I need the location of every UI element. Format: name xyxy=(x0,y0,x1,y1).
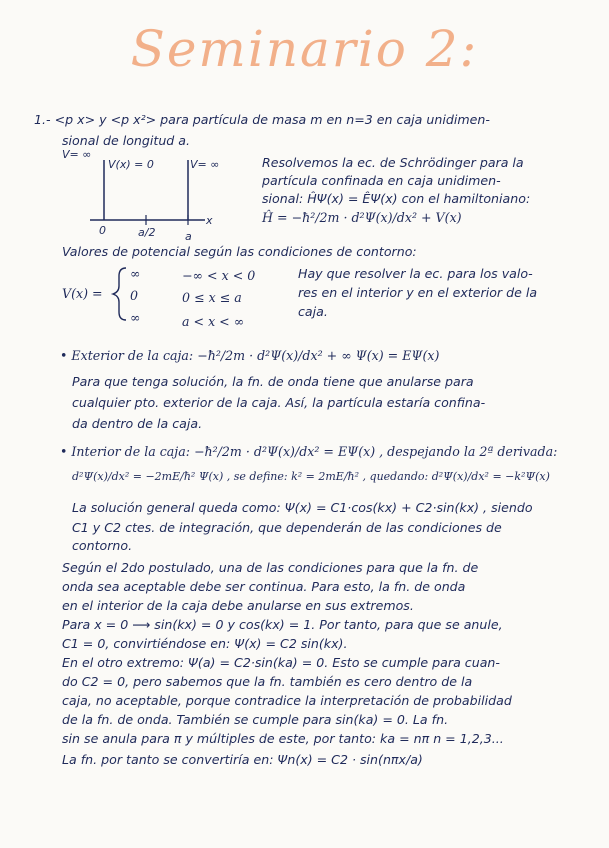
case-3-range: a < x < ∞ xyxy=(182,314,245,329)
cases-brace xyxy=(113,268,126,320)
vx-label: V(x) = xyxy=(62,286,103,301)
exterior-line-3: cualquier pto. exterior de la caja. Así, la partícula estaría confina- xyxy=(72,395,486,410)
postulate-line-3: en el interior de la caja debe anularse en sus extremos. xyxy=(62,598,414,613)
x-a-label: a xyxy=(185,230,192,243)
x-zero-label: 0 xyxy=(99,224,106,237)
resolve-line-3: sional: ĤΨ(x) = ÊΨ(x) con el hamiltoniano: xyxy=(262,191,531,206)
interior-equation: • Interior de la caja: −ħ²/2m · d²Ψ(x)/dx² = EΨ(x) , despejando la 2ª derivada: xyxy=(60,444,558,459)
hamiltonian: Ĥ = −ħ²/2m · d²Ψ(x)/dx² + V(x) xyxy=(262,210,462,225)
problem-line-2: sional de longitud a. xyxy=(62,133,191,148)
case-1-value: ∞ xyxy=(130,266,141,281)
case-2-value: 0 xyxy=(130,288,139,303)
exterior-line-2: Para que tenga solución, la fn. de onda tiene que anularse para xyxy=(72,374,474,389)
problem-line-1: 1.- <p x> y <p x²> para partícula de masa m en n=3 en caja unidimen- xyxy=(34,112,490,127)
v-right-label: V= ∞ xyxy=(190,158,220,171)
postulate-line-9: de la fn. de onda. También se cumple para sin(ka) = 0. La fn. xyxy=(62,712,449,727)
postulate-line-8: caja, no aceptable, porque contradice la interpretación de probabilidad xyxy=(62,693,512,708)
x-half-label: a/2 xyxy=(138,226,156,239)
v-inside-label: V(x) = 0 xyxy=(108,158,154,171)
interior-line-3: La solución general queda como: Ψ(x) = C1·cos(kx) + C2·sin(kx) , siendo xyxy=(72,500,533,515)
case-2-range: 0 ≤ x ≤ a xyxy=(182,290,242,305)
resolve-line-2: partícula confinada en caja unidimen- xyxy=(262,173,501,188)
contour-intro: Valores de potencial según las condiciones de contorno: xyxy=(62,244,417,259)
x-axis-label: x xyxy=(206,214,213,227)
contour-note-1: Hay que resolver la ec. para los valo- xyxy=(298,266,533,281)
postulate-line-7: do C2 = 0, pero sabemos que la fn. también es cero dentro de la xyxy=(62,674,473,689)
postulate-line-6: En el otro extremo: Ψ(a) = C2·sin(ka) = 0. Esto se cumple para cuan- xyxy=(62,655,500,670)
exterior-equation: • Exterior de la caja: −ħ²/2m · d²Ψ(x)/dx² + ∞ Ψ(x) = EΨ(x) xyxy=(60,348,440,363)
postulate-line-5: C1 = 0, convirtiéndose en: Ψ(x) = C2 sin(kx). xyxy=(62,636,348,651)
contour-note-2: res en el interior y en el exterior de la xyxy=(298,285,538,300)
resolve-line-1: Resolvemos la ec. de Schrödinger para la xyxy=(262,155,524,170)
interior-second-derivative: d²Ψ(x)/dx² = −2mE/ħ² Ψ(x) , se define: k² = 2mE/ħ² , quedando: d²Ψ(x)/dx² = −k²Ψ(x) xyxy=(72,470,550,483)
interior-line-5: contorno. xyxy=(72,538,133,553)
postulate-line-4: Para x = 0 ⟶ sin(kx) = 0 y cos(kx) = 1. Por tanto, para que se anule, xyxy=(62,617,503,632)
interior-line-4: C1 y C2 ctes. de integración, que dependerán de las condiciones de xyxy=(72,520,502,535)
exterior-line-4: da dentro de la caja. xyxy=(72,416,203,431)
postulate-line-2: onda sea aceptable debe ser continua. Para esto, la fn. de onda xyxy=(62,579,466,594)
case-1-range: −∞ < x < 0 xyxy=(182,268,256,283)
postulate-line-10: sin se anula para π y múltiples de este, por tanto: ka = nπ n = 1,2,3... xyxy=(62,731,504,746)
page-title: Seminario 2: xyxy=(130,20,479,78)
contour-note-3: caja. xyxy=(298,304,328,319)
postulate-line-1: Según el 2do postulado, una de las condiciones para que la fn. de xyxy=(62,560,479,575)
postulate-line-11: La fn. por tanto se convertiría en: Ψn(x) = C2 · sin(nπx/a) xyxy=(62,752,423,767)
case-3-value: ∞ xyxy=(130,310,141,325)
v-left-label: V= ∞ xyxy=(62,148,92,161)
